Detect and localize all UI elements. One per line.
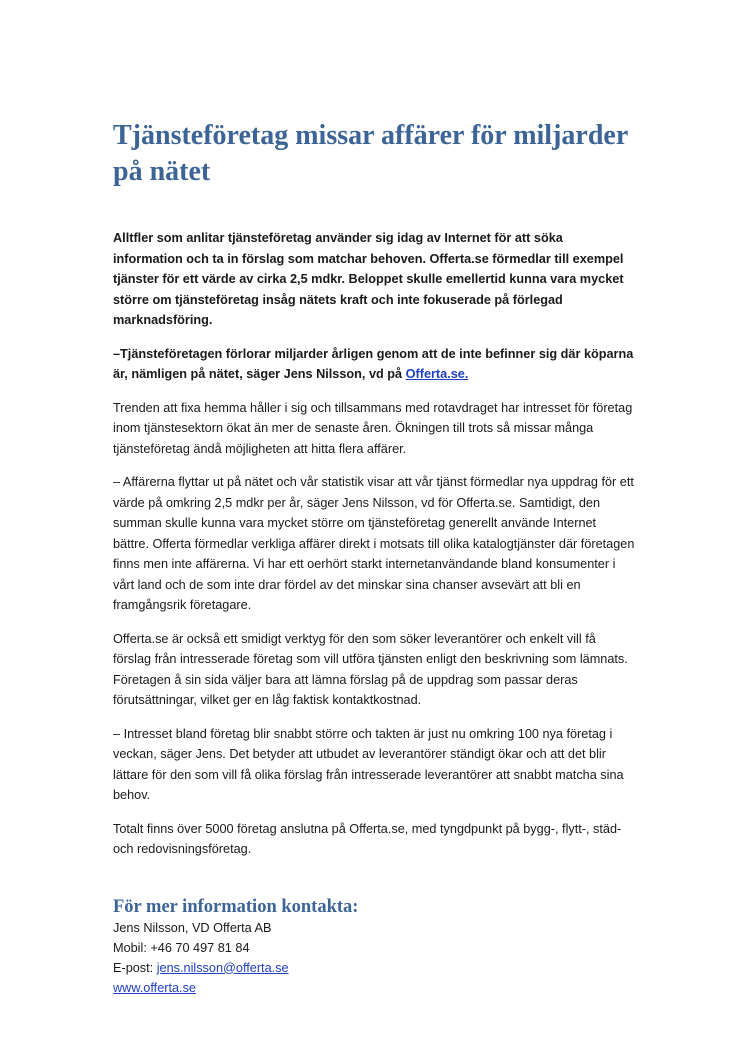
body-paragraph: Trenden att fixa hemma håller i sig och tillsammans med rotavdraget har intresset för företag inom tjänstesektorn ökat än mer de senaste åren. Ökningen till trots så missar många tjänsteföretag ändå möjligheten att hitta flera affärer. [113, 400, 633, 456]
contact-section [113, 896, 635, 998]
body-section [113, 398, 635, 860]
contact-name: Jens Nilsson, VD Offerta AB [113, 920, 272, 935]
website-link[interactable]: www.offerta.se [113, 980, 196, 995]
document-content [113, 118, 635, 998]
contact-heading: För mer information kontakta: [113, 896, 359, 917]
body-paragraph: – Affärerna flyttar ut på nätet och vår statistik visar att vår tjänst förmedlar nya uppdrag för ett värde på omkring 2,5 mdkr per år, säger Jens Nilsson, vd för Offerta.se. Samtidigt, den summan skulle kunna vara mycket större om tjänsteföretag generellt använde Internet bättre. Offerta förmedlar verkliga affärer direkt i motsats till olika katalogtjänster där företagen finns men inte affärerna. Vi har ett oerhört starkt internetanvändande bland konsumenter i vårt land och de som inte drar fördel av det minskar sina chanser avsevärt att bli en framgångsrik företagare. [113, 475, 635, 612]
body-paragraph: Totalt finns över 5000 företag anslutna på Offerta.se, med tyngdpunkt på bygg-, flytt-, städ- och redovisningsföretag. [113, 821, 622, 856]
quote-paragraph [113, 344, 635, 385]
body-paragraph: – Intresset bland företag blir snabbt större och takten är just nu omkring 100 nya företag i veckan, säger Jens. Det betyder att utbudet av leverantörer ständigt ökar och att det blir lättare för den som vill få olika förslag från intresserade leverantörer att snabbt matcha sina behov. [113, 726, 624, 802]
offerta-link[interactable]: Offerta.se. [405, 367, 469, 381]
lead-section [113, 228, 635, 385]
lead-paragraph: Alltfler som anlitar tjänsteföretag använder sig idag av Internet för att söka information och ta in förslag som matchar behoven. Offerta.se förmedlar till exempel tjänster för ett värde av cirka 2,5 mdkr. Beloppet skulle emellertid kunna vara mycket större om tjänsteföretag insåg nätets kraft och inte fokuserade på förlegad marknadsföring. [113, 231, 624, 327]
contact-mobile: Mobil: +46 70 497 81 84 [113, 940, 250, 955]
quote-text: –Tjänsteföretagen förlorar miljarder årligen genom att de inte befinner sig där köparna är, nämligen på nätet, säger Jens Nilsson, vd på [113, 346, 634, 381]
email-label: E-post: [113, 960, 157, 975]
contact-email-line [113, 958, 635, 978]
body-paragraph: Offerta.se är också ett smidigt verktyg för den som söker leverantörer och enkelt vill få förslag från intresserade företag som vill utföra tjänsten enligt den beskrivning som lämnats. Företagen å sin sida väljer bara att lämna förslag på de uppdrag som passar deras förutsättningar, vilket ger en låg faktisk kontaktkostnad. [113, 631, 628, 707]
email-link[interactable]: jens.nilsson@offerta.se [156, 960, 289, 975]
contact-website-line [113, 978, 635, 998]
page-title: Tjänsteföretag missar affärer för miljarder på nätet [113, 120, 628, 187]
